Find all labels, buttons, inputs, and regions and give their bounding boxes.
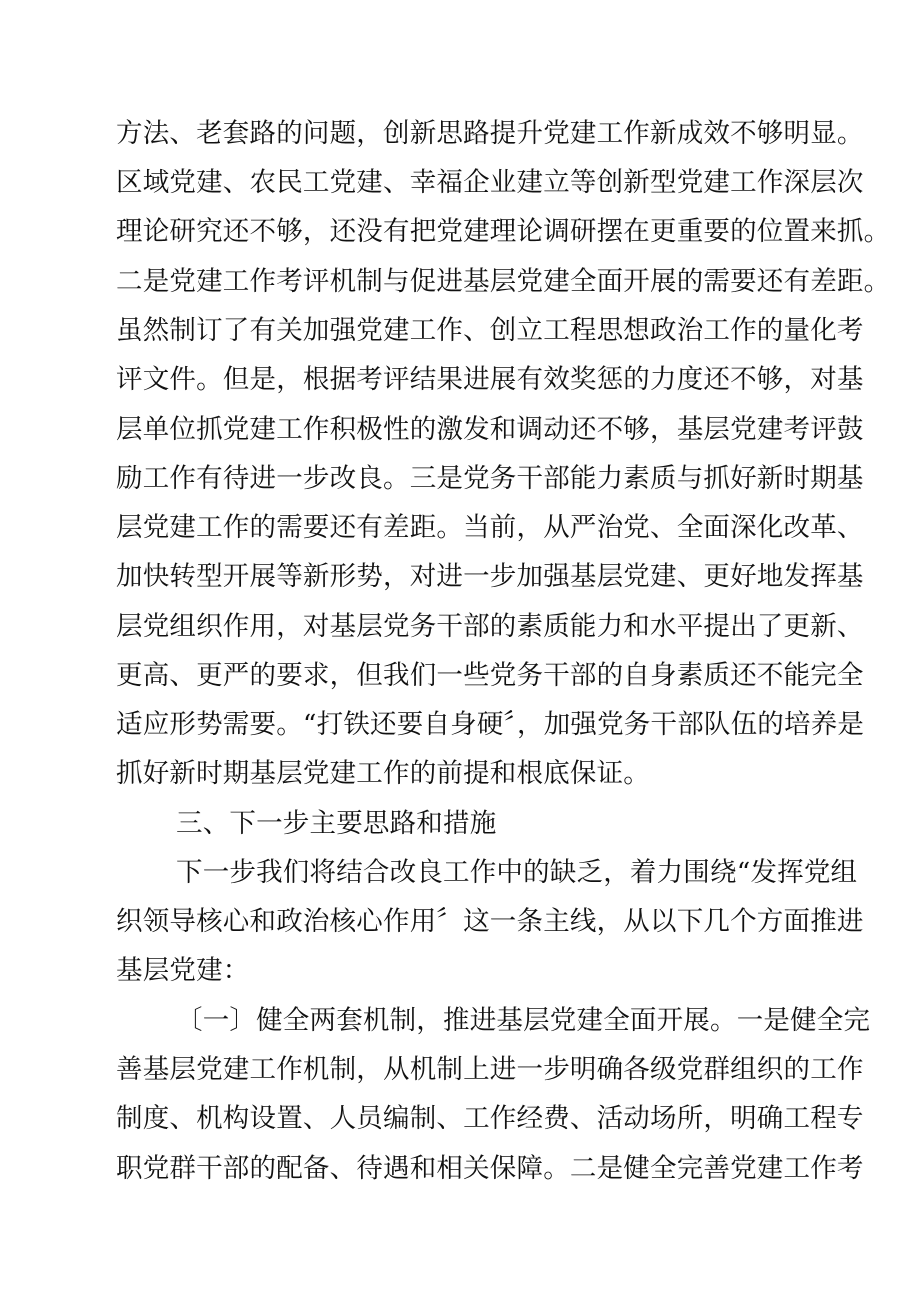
text-line-11: 层党组织作用，对基层党务干部的素质能力和水平提出了更新、 (116, 611, 864, 642)
text-line-5: 虽然制订了有关加强党建工作、创立工程思想政治工作的量化考 (116, 315, 864, 346)
text-line-14: 抓好新时期基层党建工作的前提和根底保证。 (116, 758, 650, 789)
text-line-8: 励工作有待进一步改良。三是党务干部能力素质与抓好新时期基 (116, 463, 864, 494)
text-line-6: 评文件。但是，根据考评结果进展有效奖惩的力度还不够，对基 (116, 364, 864, 395)
text-line-17: 织领导核心和政治核心作用〞这一条主线，从以下几个方面推进 (116, 906, 864, 937)
text-line-4: 二是党建工作考评机制与促进基层党建全面开展的需要还有差距。 (116, 266, 891, 297)
section-heading: 三、下一步主要思路和措施 (176, 808, 497, 839)
text-line-7: 层单位抓党建工作积极性的激发和调动还不够，基层党建考评鼓 (116, 414, 864, 445)
text-line-21: 制度、机构设置、人员编制、工作经费、活动场所，明确工程专 (116, 1103, 864, 1134)
text-line-1: 方法、老套路的问题，创新思路提升党建工作新成效不够明显。 (116, 118, 864, 149)
text-line-9: 层党建工作的需要还有差距。当前，从严治党、全面深化改革、 (116, 512, 864, 543)
text-line-13: 适应形势需要。“打铁还要自身硬〞，加强党务干部队伍的培养是 (116, 709, 865, 740)
text-line-22: 职党群干部的配备、待遇和相关保障。二是健全完善党建工作考 (116, 1153, 864, 1184)
text-line-10: 加快转型开展等新形势，对进一步加强基层党建、更好地发挥基 (116, 561, 864, 592)
text-line-12: 更高、更严的要求，但我们一些党务干部的自身素质还不能完全 (116, 660, 864, 691)
text-line-16: 下一步我们将结合改良工作中的缺乏，着力围绕“发挥党组 (176, 857, 858, 888)
text-line-20: 善基层党建工作机制，从机制上进一步明确各级党群组织的工作 (116, 1054, 864, 1085)
text-line-19: 〔一〕健全两套机制，推进基层党建全面开展。一是健全完 (176, 1005, 871, 1036)
text-line-2: 区域党建、农民工党建、幸福企业建立等创新型党建工作深层次 (116, 167, 864, 198)
text-line-3: 理论研究还不够，还没有把党建理论调研摆在更重要的位置来抓。 (116, 216, 891, 247)
text-line-18: 基层党建： (116, 955, 250, 986)
